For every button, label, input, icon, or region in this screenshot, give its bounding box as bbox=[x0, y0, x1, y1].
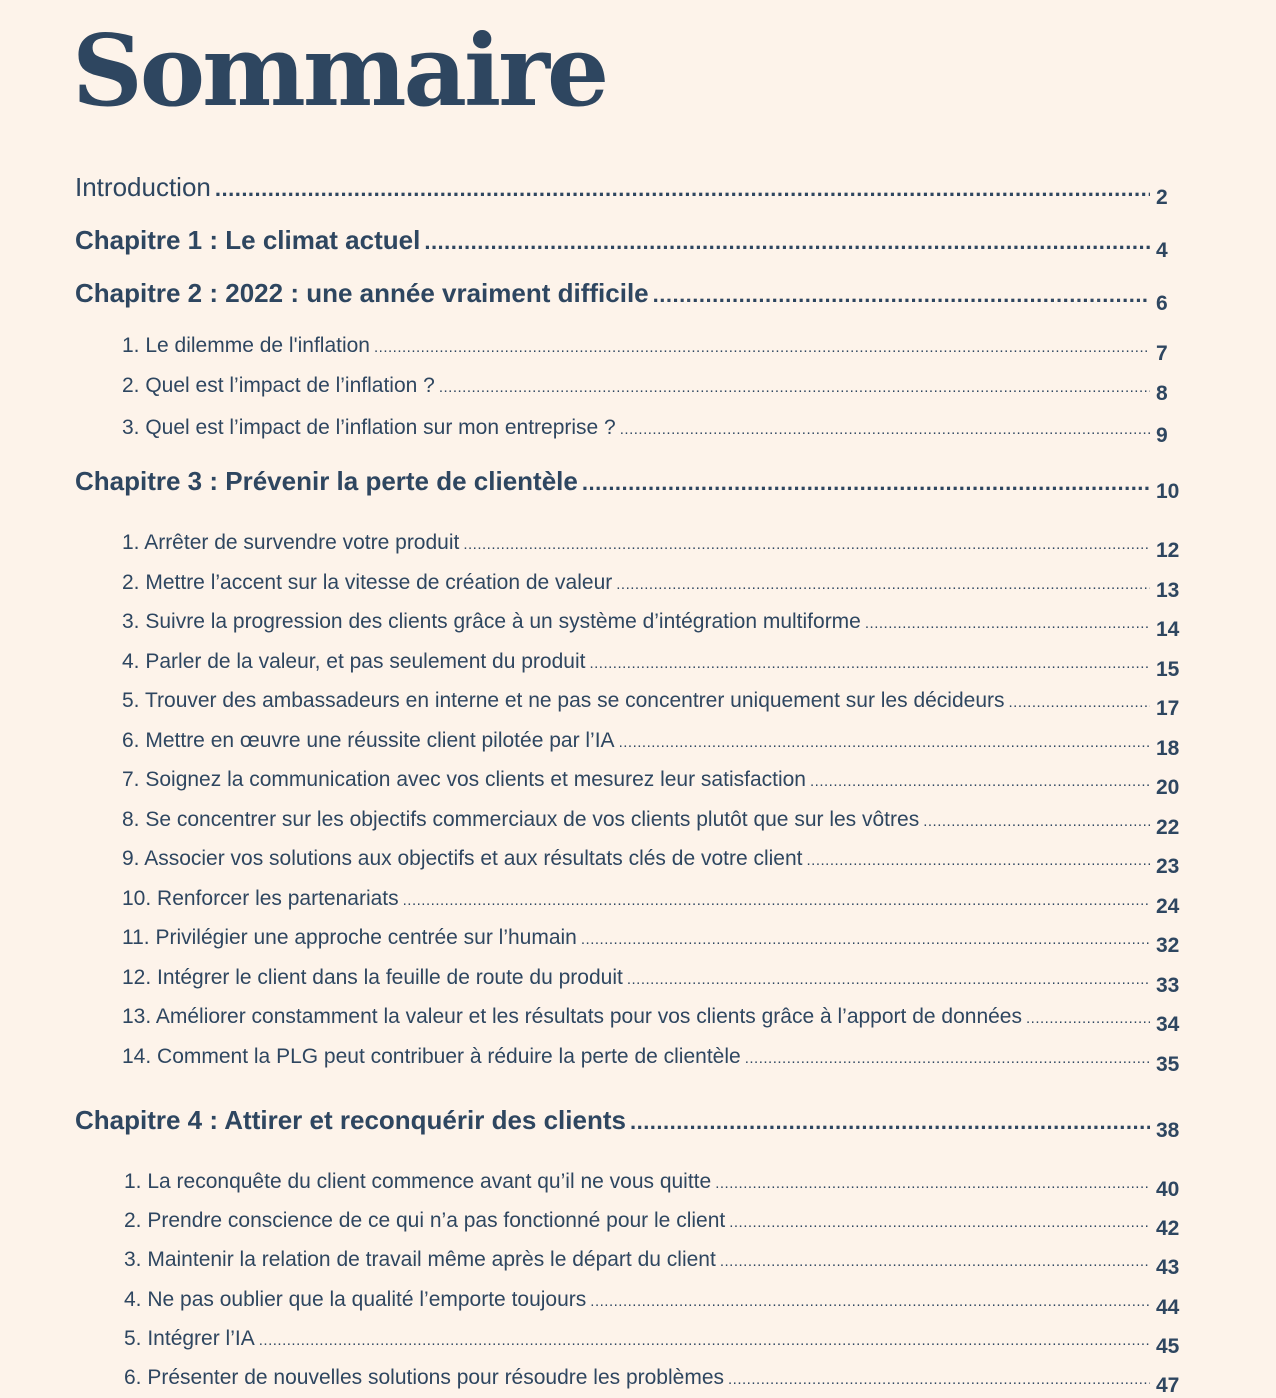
toc-page-number: 8 bbox=[1156, 382, 1168, 405]
toc-entry-label: Chapitre 1 : Le climat actuel bbox=[75, 225, 421, 255]
toc-entry-label: Chapitre 2 : 2022 : une année vraiment difficile bbox=[75, 278, 649, 308]
toc-page-number: 10 bbox=[1156, 480, 1180, 503]
dot-leader bbox=[424, 229, 1150, 255]
toc-entry-section[interactable] bbox=[122, 416, 1190, 447]
dot-leader bbox=[619, 734, 1150, 751]
dot-leader bbox=[865, 615, 1150, 632]
toc-entry-section[interactable] bbox=[122, 808, 1190, 839]
toc-page-number: 40 bbox=[1156, 1178, 1180, 1201]
toc-entry-section[interactable] bbox=[122, 571, 1190, 602]
dot-leader bbox=[582, 470, 1150, 496]
toc-entry-section[interactable] bbox=[122, 887, 1190, 918]
dot-leader bbox=[620, 421, 1150, 438]
toc-page-number: 4 bbox=[1156, 239, 1168, 262]
toc-page-number: 2 bbox=[1156, 186, 1168, 209]
dot-leader bbox=[728, 1371, 1150, 1388]
toc-page-number: 12 bbox=[1156, 539, 1180, 562]
dot-leader bbox=[374, 339, 1150, 356]
toc-page-number: 22 bbox=[1156, 816, 1180, 839]
toc-page-number: 9 bbox=[1156, 424, 1168, 447]
toc-page-number: 45 bbox=[1156, 1335, 1180, 1358]
toc-entry-section[interactable] bbox=[124, 1288, 1190, 1319]
toc-page-number: 44 bbox=[1156, 1296, 1180, 1319]
toc-page-number: 13 bbox=[1156, 579, 1180, 602]
dot-leader bbox=[463, 536, 1150, 553]
toc-entry-chapter-1[interactable] bbox=[75, 225, 1190, 262]
toc-entry-label: 6. Présenter de nouvelles solutions pour résoudre les problèmes bbox=[124, 1366, 725, 1389]
toc-entry-section[interactable] bbox=[122, 610, 1190, 641]
toc-entry-section[interactable] bbox=[122, 531, 1190, 562]
toc-entry-label: 1. La reconquête du client commence avant qu’il ne vous quitte bbox=[124, 1170, 712, 1193]
dot-leader bbox=[745, 1050, 1150, 1067]
toc-page-number: 15 bbox=[1156, 658, 1180, 681]
toc-entry-chapter-2[interactable] bbox=[75, 278, 1190, 315]
toc-entry-label: 3. Maintenir la relation de travail même après le départ du client bbox=[124, 1248, 716, 1271]
page-title: Sommaire bbox=[72, 14, 607, 129]
toc-entry-label: Introduction bbox=[75, 172, 211, 202]
toc-entry-label: 3. Suivre la progression des clients grâce à un système d’intégration multiforme bbox=[122, 610, 861, 633]
toc-page-number: 20 bbox=[1156, 776, 1180, 799]
toc-entry-label: 12. Intégrer le client dans la feuille de route du produit bbox=[122, 966, 623, 989]
toc-entry-section[interactable] bbox=[122, 1005, 1190, 1036]
dot-leader bbox=[627, 971, 1150, 988]
toc-entry-section[interactable] bbox=[124, 1327, 1190, 1358]
toc-entry-label: Chapitre 4 : Attirer et reconquérir des clients bbox=[75, 1105, 626, 1135]
dot-leader bbox=[1009, 694, 1150, 711]
toc-entry-label: 1. Le dilemme de l'inflation bbox=[122, 334, 370, 357]
toc-entry-section[interactable] bbox=[122, 768, 1190, 799]
dot-leader bbox=[720, 1253, 1150, 1270]
toc-page-number: 14 bbox=[1156, 618, 1180, 641]
toc-entry-section[interactable] bbox=[124, 1170, 1190, 1201]
toc-page-number: 35 bbox=[1156, 1053, 1180, 1076]
toc-page-number: 23 bbox=[1156, 855, 1180, 878]
dot-leader bbox=[923, 813, 1150, 830]
toc-entry-introduction[interactable] bbox=[75, 172, 1190, 209]
toc-entry-label: 7. Soignez la communication avec vos clients et mesurez leur satisfaction bbox=[122, 768, 806, 791]
toc-entry-label: 10. Renforcer les partenariats bbox=[122, 887, 399, 910]
toc-entry-label: 13. Améliorer constamment la valeur et les résultats pour vos clients grâce à l’apport de données bbox=[122, 1005, 1022, 1028]
toc-entry-chapter-3[interactable] bbox=[75, 466, 1190, 503]
toc-page-number: 38 bbox=[1156, 1119, 1180, 1142]
dot-leader bbox=[1026, 1010, 1150, 1027]
toc-entry-label: Chapitre 3 : Prévenir la perte de clientèle bbox=[75, 466, 578, 496]
toc-entry-label: 9. Associer vos solutions aux objectifs et aux résultats clés de votre client bbox=[122, 847, 803, 870]
toc-entry-label: 1. Arrêter de survendre votre produit bbox=[122, 531, 460, 554]
toc-page-number: 47 bbox=[1156, 1374, 1180, 1397]
dot-leader bbox=[215, 176, 1150, 202]
dot-leader bbox=[715, 1175, 1150, 1192]
toc-entry-section[interactable] bbox=[124, 1366, 1190, 1397]
toc-entry-label: 3. Quel est l’impact de l’inflation sur mon entreprise ? bbox=[122, 416, 616, 439]
toc-page-number: 33 bbox=[1156, 974, 1180, 997]
toc-entry-label: 4. Ne pas oublier que la qualité l’emporte toujours bbox=[124, 1288, 587, 1311]
toc-entry-label: 4. Parler de la valeur, et pas seulement du produit bbox=[122, 650, 586, 673]
toc-page-number: 32 bbox=[1156, 934, 1180, 957]
toc-entry-label: 6. Mettre en œuvre une réussite client pilotée par l’IA bbox=[122, 729, 615, 752]
toc-entry-section[interactable] bbox=[124, 1248, 1190, 1279]
dot-leader bbox=[439, 379, 1150, 396]
dot-leader bbox=[590, 1293, 1150, 1310]
toc-entry-section[interactable] bbox=[122, 847, 1190, 878]
toc-page-number: 43 bbox=[1156, 1256, 1180, 1279]
dot-leader bbox=[616, 576, 1150, 593]
dot-leader bbox=[581, 931, 1150, 948]
toc-entry-label: 8. Se concentrer sur les objectifs commerciaux de vos clients plutôt que sur les vôtres bbox=[122, 808, 920, 831]
dot-leader bbox=[729, 1214, 1150, 1231]
toc-page-number: 7 bbox=[1156, 342, 1168, 365]
toc-entry-chapter-4[interactable] bbox=[75, 1105, 1190, 1142]
dot-leader bbox=[807, 852, 1150, 869]
toc-page-number: 18 bbox=[1156, 737, 1180, 760]
dot-leader bbox=[653, 282, 1150, 308]
toc-page-number: 6 bbox=[1156, 292, 1168, 315]
toc-page-number: 24 bbox=[1156, 895, 1180, 918]
toc-entry-section[interactable] bbox=[122, 926, 1190, 957]
dot-leader bbox=[589, 655, 1150, 672]
toc-entry-label: 5. Trouver des ambassadeurs en interne et ne pas se concentrer uniquement sur les décideurs bbox=[122, 689, 1005, 712]
dot-leader bbox=[810, 773, 1150, 790]
toc-entry-section[interactable] bbox=[122, 1045, 1190, 1076]
toc-entry-label: 2. Mettre l’accent sur la vitesse de création de valeur bbox=[122, 571, 613, 594]
toc-entry-label: 2. Prendre conscience de ce qui n’a pas fonctionné pour le client bbox=[124, 1209, 726, 1232]
toc-entry-section[interactable] bbox=[124, 1209, 1190, 1240]
dot-leader bbox=[630, 1109, 1150, 1135]
toc-entry-label: 2. Quel est l’impact de l’inflation ? bbox=[122, 374, 435, 397]
toc-entry-section[interactable] bbox=[122, 729, 1190, 760]
toc-page-number: 42 bbox=[1156, 1217, 1180, 1240]
toc-page-number: 34 bbox=[1156, 1013, 1180, 1036]
toc-entry-label: 11. Privilégier une approche centrée sur l’humain bbox=[122, 926, 577, 949]
toc-entry-section[interactable] bbox=[122, 689, 1190, 720]
toc-entry-section[interactable] bbox=[122, 966, 1190, 997]
toc-entry-section[interactable] bbox=[122, 374, 1190, 405]
toc-entry-section[interactable] bbox=[122, 650, 1190, 681]
toc-entry-section[interactable] bbox=[122, 334, 1190, 365]
dot-leader bbox=[259, 1332, 1150, 1349]
toc-entry-label: 14. Comment la PLG peut contribuer à réduire la perte de clientèle bbox=[122, 1045, 741, 1068]
dot-leader bbox=[403, 892, 1150, 909]
toc-entry-label: 5. Intégrer l’IA bbox=[124, 1327, 255, 1350]
toc-page-number: 17 bbox=[1156, 697, 1180, 720]
